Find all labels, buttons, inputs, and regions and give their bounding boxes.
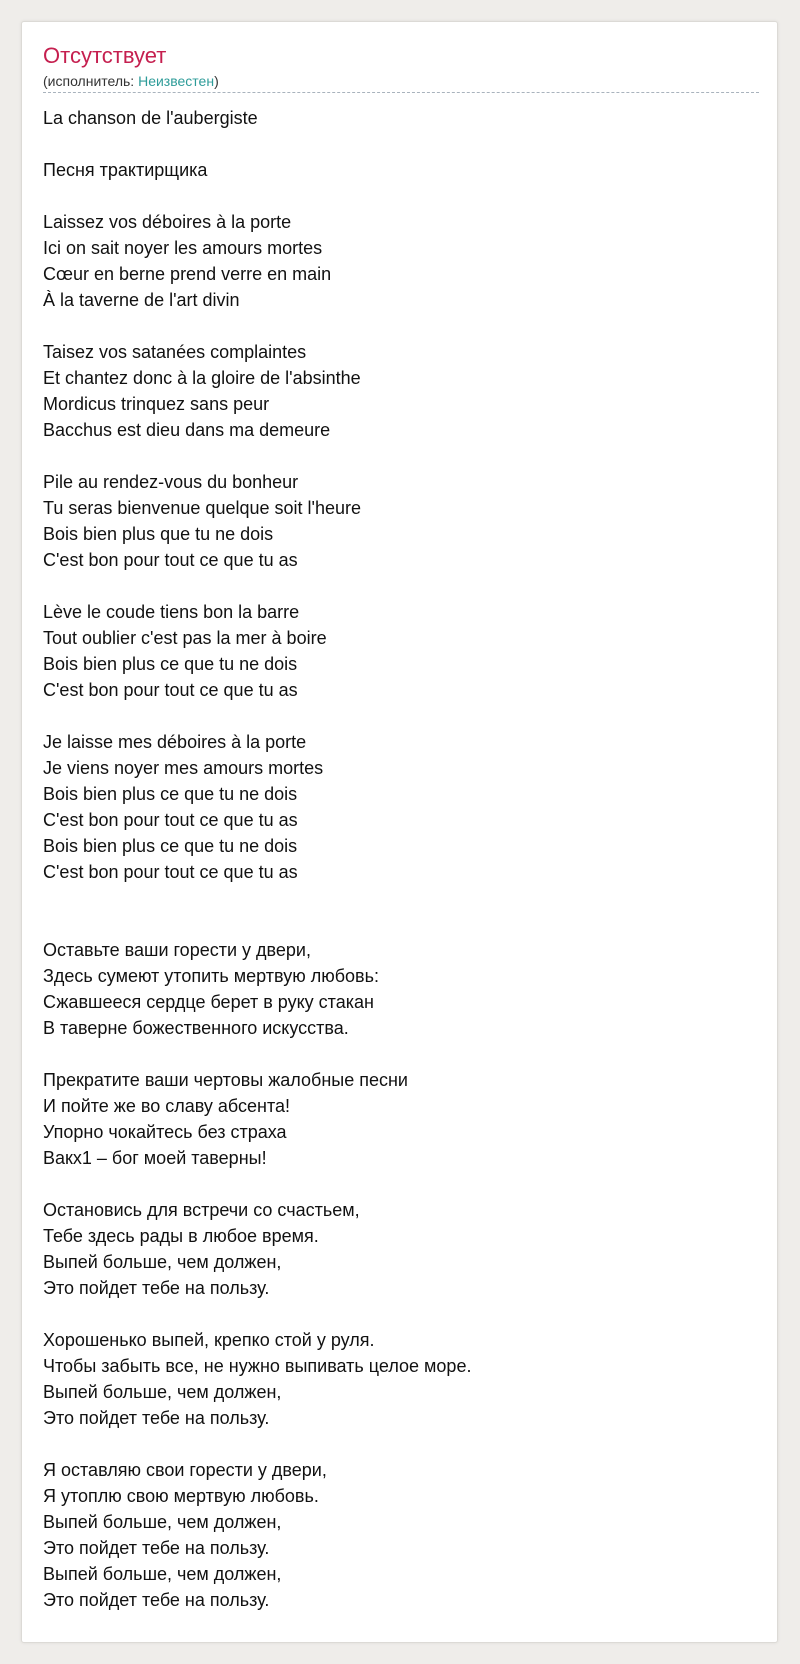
lyric-line: [43, 1431, 759, 1457]
lyric-line: [43, 1171, 759, 1197]
lyric-line: Lève le coude tiens bon la barre: [43, 602, 300, 622]
lyric-line: Bois bien plus que tu ne dois: [43, 524, 274, 544]
lyric-line: Bois bien plus ce que tu ne dois: [43, 836, 298, 856]
lyric-line: Tout oublier c'est pas la mer à boire: [43, 628, 327, 648]
lyric-line: Я утоплю свою мертвую любовь.: [43, 1486, 319, 1506]
lyric-line: [43, 443, 759, 469]
lyric-line: [43, 1301, 759, 1327]
lyric-line: [43, 313, 759, 339]
lyric-line: Хорошенько выпей, крепко стой у руля.: [43, 1330, 375, 1350]
lyric-line: Прекратите ваши чертовы жалобные песни: [43, 1070, 408, 1090]
header-divider: [43, 92, 759, 93]
lyric-line: Выпей больше, чем должен,: [43, 1512, 282, 1532]
lyric-line: Выпей больше, чем должен,: [43, 1252, 282, 1272]
lyric-line: Выпей больше, чем должен,: [43, 1564, 282, 1584]
lyric-line: Taisez vos satanées complaintes: [43, 342, 307, 362]
lyric-line: Mordicus trinquez sans peur: [43, 394, 270, 414]
lyric-line: [43, 911, 759, 937]
lyric-line: [43, 183, 759, 209]
lyric-line: Это пойдет тебе на пользу.: [43, 1278, 270, 1298]
lyric-line: [43, 703, 759, 729]
lyric-line: Упорно чокайтесь без страха: [43, 1122, 287, 1142]
artist-link[interactable]: Неизвестен: [138, 73, 215, 89]
artist-suffix: ): [214, 73, 219, 89]
lyric-line: Сжавшееся сердце берет в руку стакан: [43, 992, 374, 1012]
lyric-line: Cœur en berne prend verre en main: [43, 264, 332, 284]
lyric-line: Это пойдет тебе на пользу.: [43, 1590, 270, 1610]
lyric-line: Чтобы забыть все, не нужно выпивать целое море.: [43, 1356, 472, 1376]
lyric-line: Тебе здесь рады в любое время.: [43, 1226, 319, 1246]
lyric-line: И пойте же во славу абсента!: [43, 1096, 291, 1116]
lyric-line: Здесь сумеют утопить мертвую любовь:: [43, 966, 379, 986]
lyric-line: Je laisse mes déboires à la porte: [43, 732, 307, 752]
lyric-line: Pile au rendez-vous du bonheur: [43, 472, 299, 492]
lyric-line: C'est bon pour tout ce que tu as: [43, 680, 298, 700]
lyric-line: C'est bon pour tout ce que tu as: [43, 550, 298, 570]
lyric-line: Ici on sait noyer les amours mortes: [43, 238, 323, 258]
lyric-line: Я оставляю свои горести у двери,: [43, 1460, 327, 1480]
lyric-line: Bois bien plus ce que tu ne dois: [43, 654, 298, 674]
lyric-line: Остановись для встречи со счастьем,: [43, 1200, 360, 1220]
song-title: Отсутствует: [43, 43, 167, 68]
lyric-line: Je viens noyer mes amours mortes: [43, 758, 324, 778]
lyric-line: C'est bon pour tout ce que tu as: [43, 810, 298, 830]
lyric-line: [43, 573, 759, 599]
lyric-line: Bois bien plus ce que tu ne dois: [43, 784, 298, 804]
lyrics-card: [21, 21, 778, 1643]
lyric-line: Et chantez donc à la gloire de l'absinthe: [43, 368, 361, 388]
artist-line: [43, 72, 219, 90]
lyric-line: Это пойдет тебе на пользу.: [43, 1408, 270, 1428]
lyric-line: C'est bon pour tout ce que tu as: [43, 862, 298, 882]
lyric-line: Laissez vos déboires à la porte: [43, 212, 292, 232]
artist-prefix: (исполнитель:: [43, 73, 139, 89]
lyric-line: Это пойдет тебе на пользу.: [43, 1538, 270, 1558]
lyric-line: Оставьте ваши горести у двери,: [43, 940, 311, 960]
lyric-line: Bacchus est dieu dans ma demeure: [43, 420, 331, 440]
lyric-line: Tu seras bienvenue quelque soit l'heure: [43, 498, 361, 518]
lyric-line: La chanson de l'aubergiste: [43, 108, 258, 128]
lyric-line: Песня трактирщика: [43, 160, 208, 180]
lyric-line: Вакх1 – бог моей таверны!: [43, 1148, 267, 1168]
lyric-line: [43, 885, 759, 911]
lyric-line: À la taverne de l'art divin: [43, 290, 240, 310]
lyrics-body: [43, 105, 759, 1613]
lyric-line: [43, 1041, 759, 1067]
lyric-line: [43, 131, 759, 157]
lyric-line: Выпей больше, чем должен,: [43, 1382, 282, 1402]
lyric-line: В таверне божественного искусства.: [43, 1018, 349, 1038]
